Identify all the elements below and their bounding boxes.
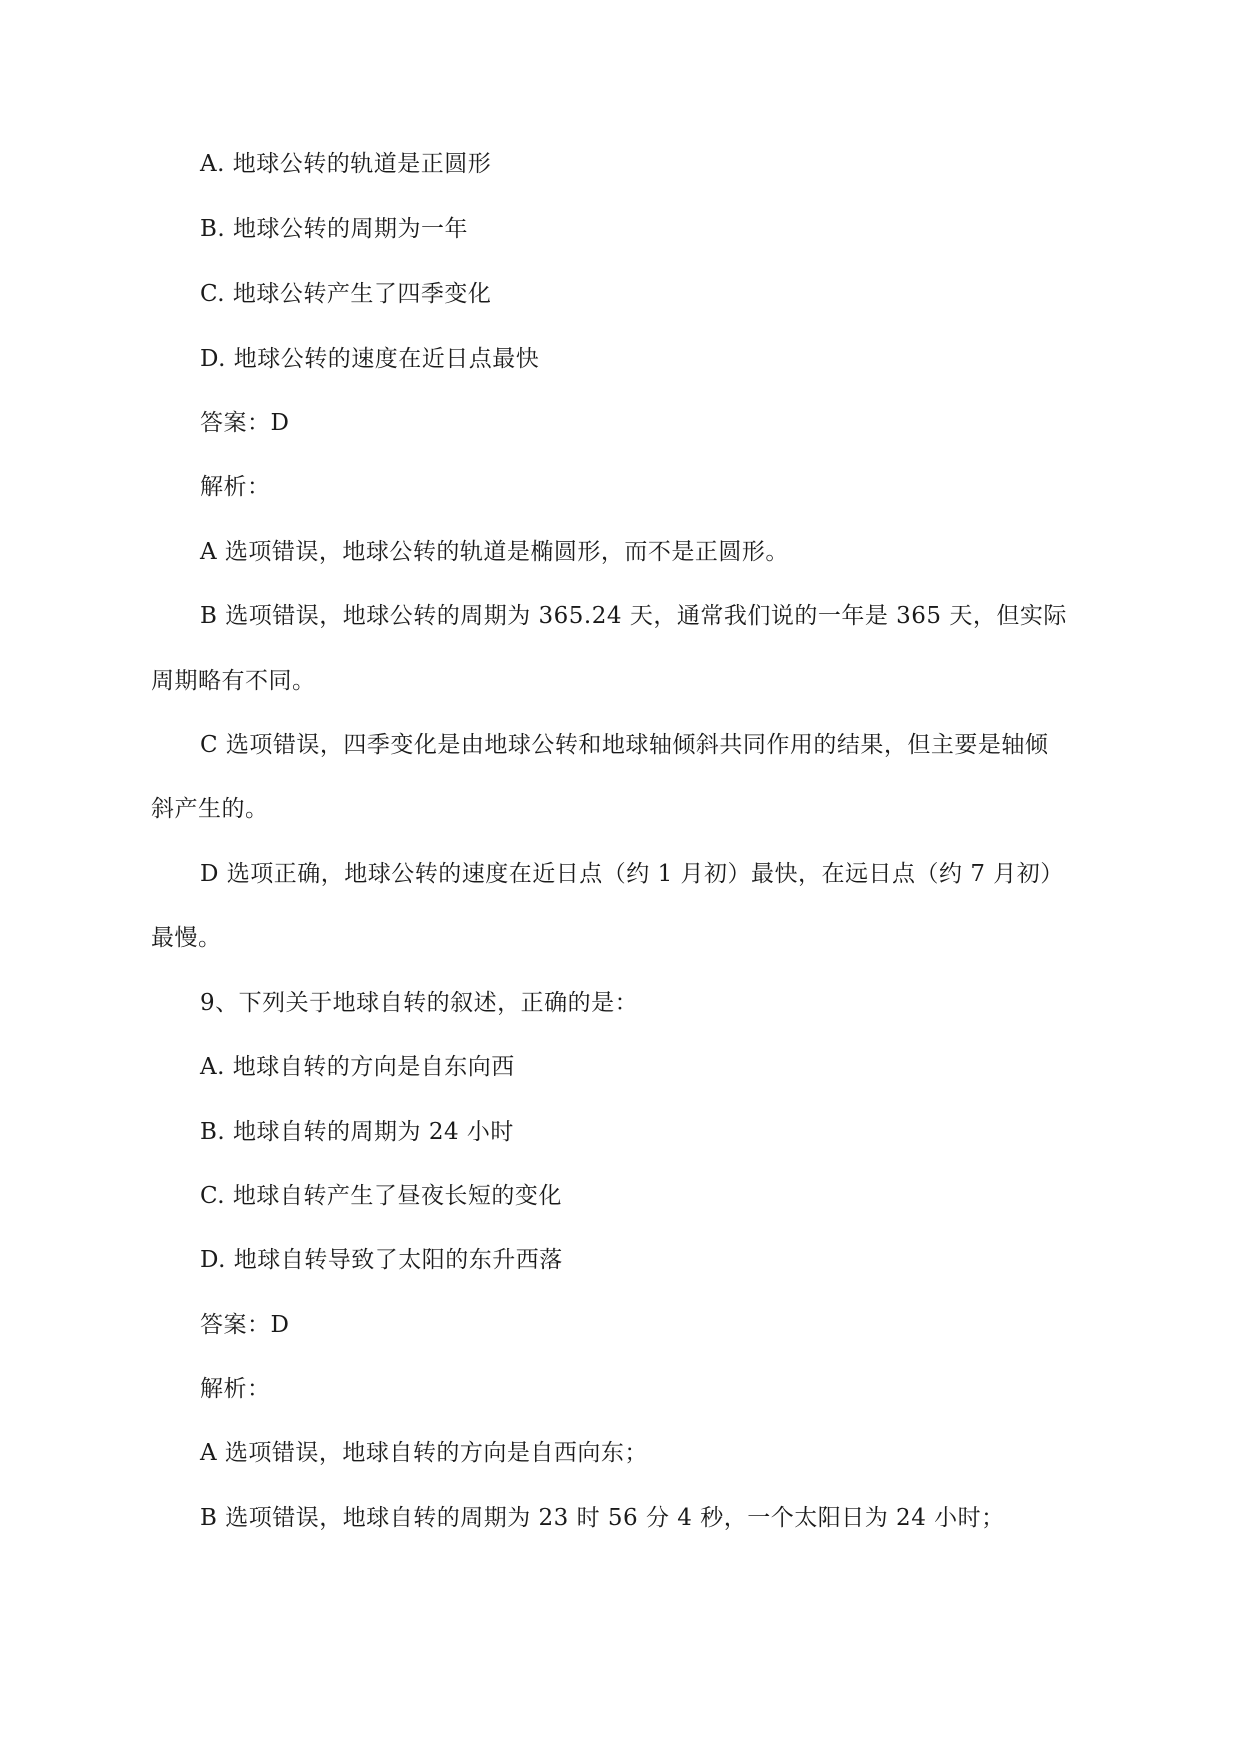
q8-analysis-d-line1: D 选项正确，地球公转的速度在近日点（约 1 月初）最快，在远日点（约 7 月初） <box>200 861 1064 887</box>
q8-analysis-a: A 选项错误，地球公转的轨道是椭圆形，而不是正圆形。 <box>200 539 789 565</box>
q8-analysis-c-line1: C 选项错误，四季变化是由地球公转和地球轴倾斜共同作用的结果，但主要是轴倾 <box>200 732 1049 758</box>
q9-option-d: D. 地球自转导致了太阳的东升西落 <box>200 1247 563 1273</box>
q9-analysis-a: A 选项错误，地球自转的方向是自西向东； <box>200 1440 648 1466</box>
q8-option-d: D. 地球公转的速度在近日点最快 <box>200 346 540 372</box>
q9-question: 9、下列关于地球自转的叙述，正确的是： <box>200 990 639 1016</box>
q8-analysis-title: 解析： <box>200 474 271 500</box>
q8-analysis-b-line2: 周期略有不同。 <box>151 668 316 694</box>
q8-analysis-d-line2: 最慢。 <box>151 925 222 951</box>
q9-option-b: B. 地球自转的周期为 24 小时 <box>200 1119 514 1145</box>
q8-option-b: B. 地球公转的周期为一年 <box>200 216 469 242</box>
q9-option-c: C. 地球自转产生了昼夜长短的变化 <box>200 1183 562 1209</box>
q9-analysis-b: B 选项错误，地球自转的周期为 23 时 56 分 4 秒，一个太阳日为 24 小时； <box>200 1505 1005 1531</box>
q9-answer: 答案：D <box>200 1312 290 1338</box>
q8-option-c: C. 地球公转产生了四季变化 <box>200 281 492 307</box>
q8-analysis-c-line2: 斜产生的。 <box>151 796 269 822</box>
q9-option-a: A. 地球自转的方向是自东向西 <box>200 1054 515 1080</box>
q8-answer: 答案：D <box>200 410 290 436</box>
q8-analysis-b-line1: B 选项错误，地球公转的周期为 365.24 天，通常我们说的一年是 365 天，但实际 <box>200 603 1067 629</box>
q9-analysis-title: 解析： <box>200 1376 271 1402</box>
q8-option-a: A. 地球公转的轨道是正圆形 <box>200 151 492 177</box>
